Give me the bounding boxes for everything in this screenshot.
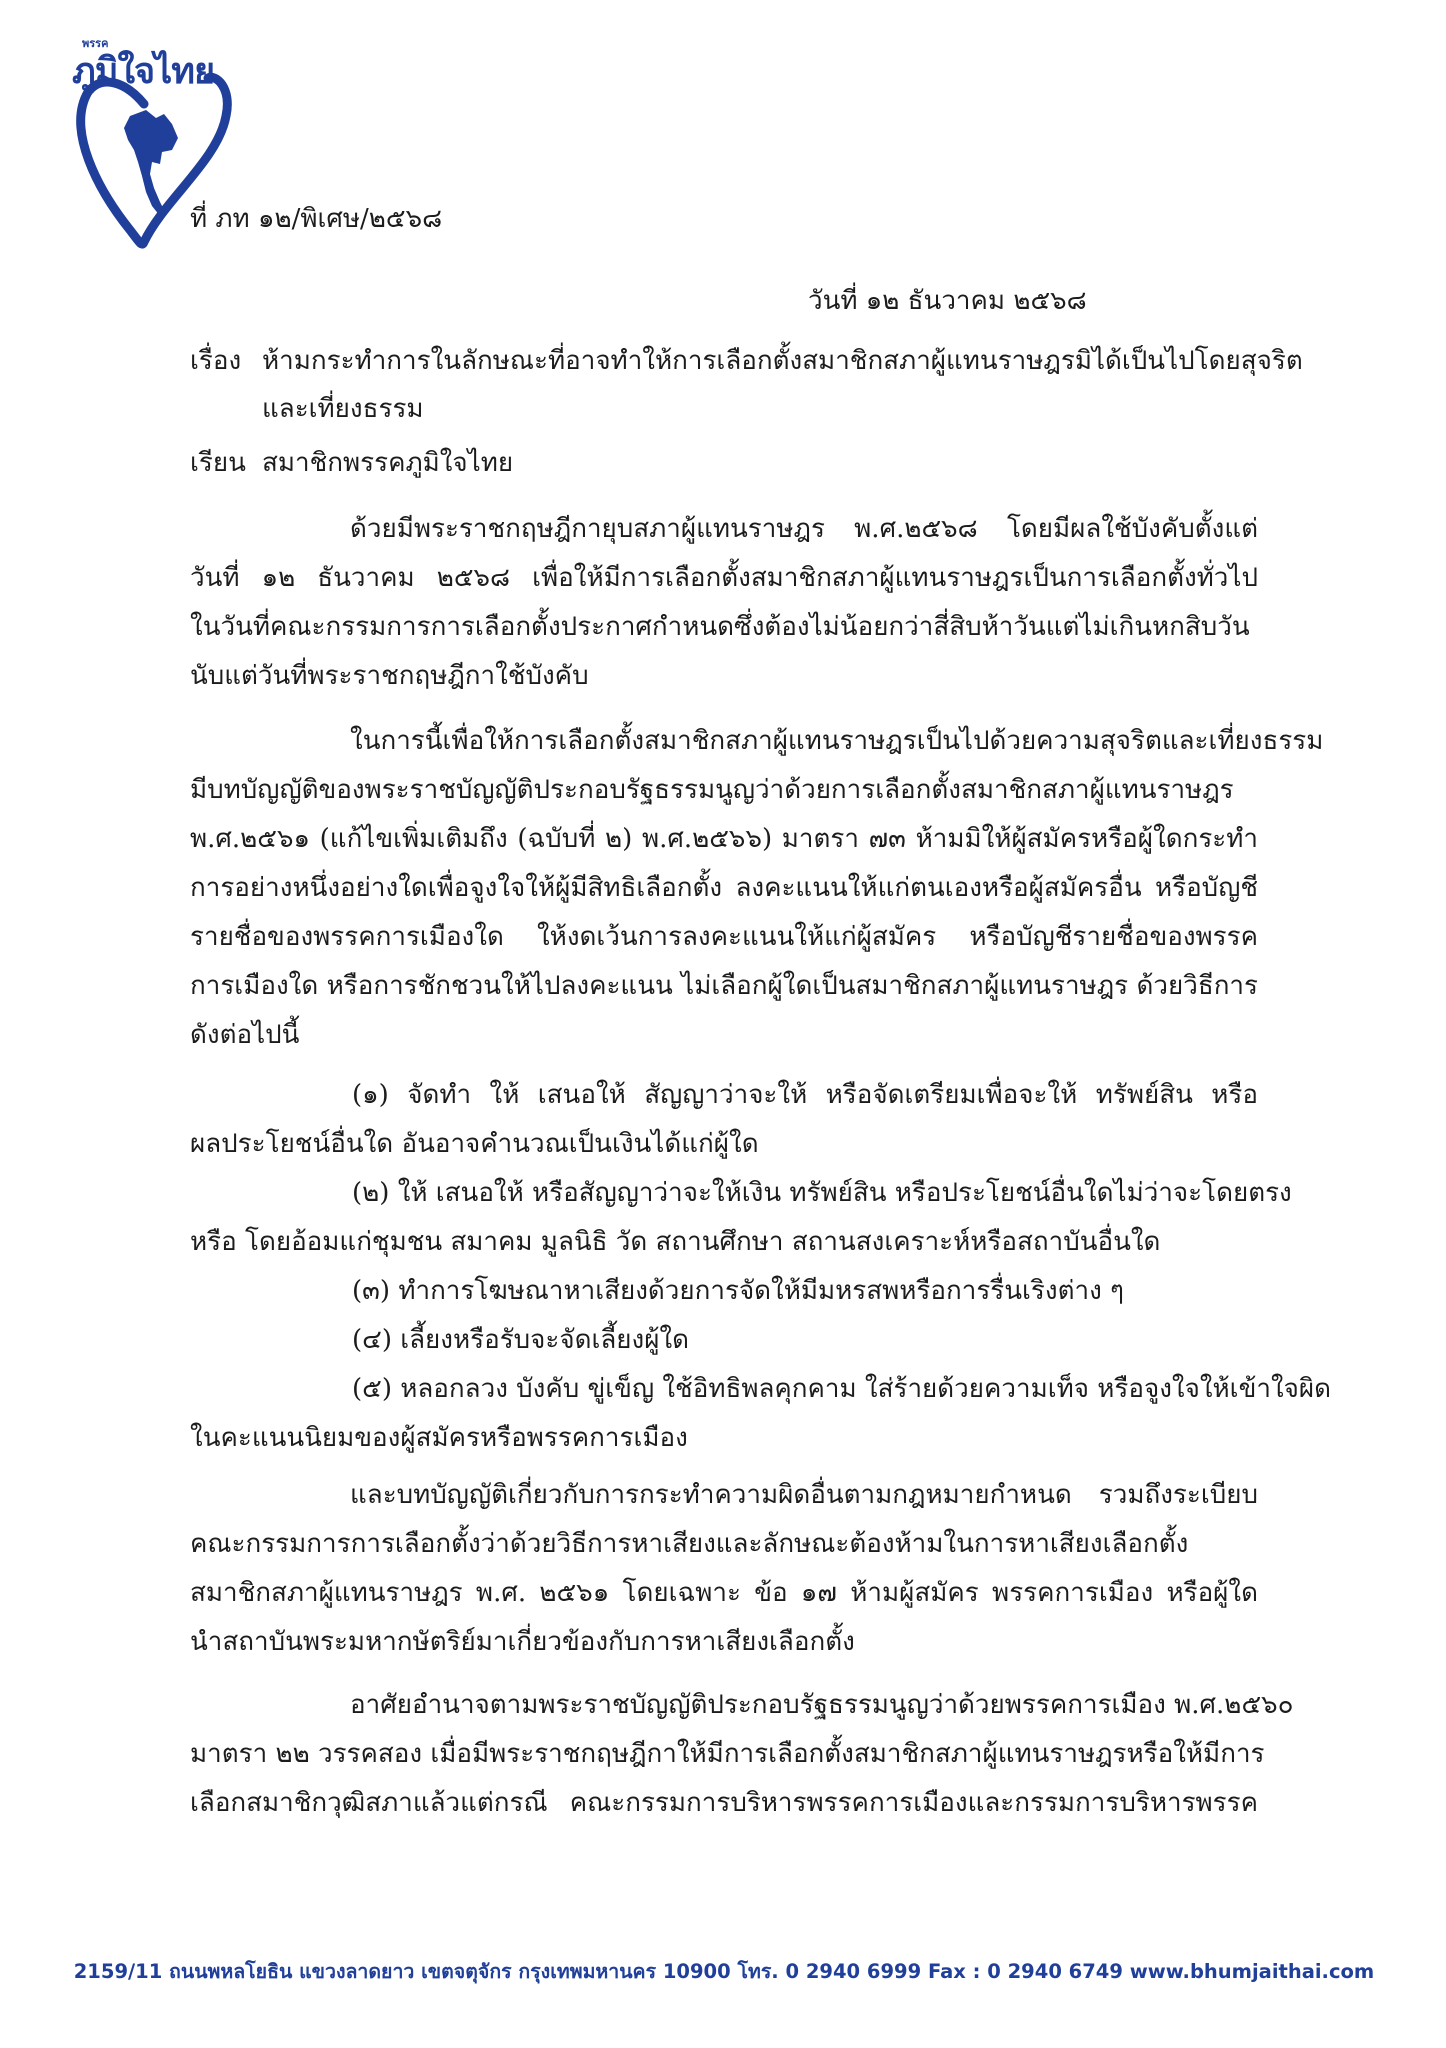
letterhead-footer: 2159/11 ถนนพหลโยธิน แขวงลาดยาว เขตจตุจักร กรุงเทพมหานคร 10900 โทร. 0 2940 6999 Fax : 0 2940 6749 www.bhumjaithai.com	[73, 1960, 1375, 1983]
recipient-text: สมาชิกพรรคภูมิใจไทย	[262, 448, 514, 478]
paragraph-line: มีบทบัญญัติของพระราชบัญญัติประกอบรัฐธรรมนูญว่าด้วยการเลือกตั้งสมาชิกสภาผู้แทนราษฎร	[190, 775, 1234, 805]
paragraph-line: คณะกรรมการการเลือกตั้งว่าด้วยวิธีการหาเสียงและลักษณะต้องห้ามในการหาเสียงเลือกตั้ง	[190, 1529, 1189, 1559]
subject-line-2: และเที่ยงธรรม	[262, 394, 424, 424]
paragraph-line: พ.ศ.๒๕๖๑ (แก้ไขเพิ่มเติมถึง (ฉบับที่ ๒) พ.ศ.๒๕๖๖) มาตรา ๗๓ ห้ามมิให้ผู้สมัครหรือผู้ใดกระทำ	[190, 824, 1258, 854]
subject-label: เรื่อง	[190, 346, 242, 376]
paragraph-line: นำสถาบันพระมหากษัตริย์มาเกี่ยวข้องกับการหาเสียงเลือกตั้ง	[190, 1627, 855, 1657]
list-item: (๓) ทำการโฆษณาหาเสียงด้วยการจัดให้มีมหรสพหรือการรื่นเริงต่าง ๆ	[352, 1276, 1125, 1306]
paragraph-line: วันที่ ๑๒ ธันวาคม ๒๕๖๘ เพื่อให้มีการเลือกตั้งสมาชิกสภาผู้แทนราษฎรเป็นการเลือกตั้งทั่วไป	[190, 563, 1258, 593]
paragraph-line: รายชื่อของพรรคการเมืองใด ให้งดเว้นการลงคะแนนให้แก่ผู้สมัคร หรือบัญชีรายชื่อของพรรค	[190, 922, 1258, 952]
paragraph-line: ด้วยมีพระราชกฤษฎีกายุบสภาผู้แทนราษฎร พ.ศ.๒๕๖๘ โดยมีผลใช้บังคับตั้งแต่	[350, 514, 1258, 544]
paragraph-line: ในวันที่คณะกรรมการการเลือกตั้งประกาศกำหนดซึ่งต้องไม่น้อยกว่าสี่สิบห้าวันแต่ไม่เกินหกสิบวัน	[190, 612, 1250, 642]
subject-line-1: ห้ามกระทำการในลักษณะที่อาจทำให้การเลือกตั้งสมาชิกสภาผู้แทนราษฎรมิได้เป็นไปโดยสุจริต	[262, 346, 1303, 376]
paragraph-line: ดังต่อไปนี้	[190, 1020, 300, 1050]
paragraph-4	[190, 1688, 1294, 1835]
list-item: (๔) เลี้ยงหรือรับจะจัดเลี้ยงผู้ใด	[352, 1325, 690, 1355]
paragraph-line: อาศัยอำนาจตามพระราชบัญญัติประกอบรัฐธรรมนูญว่าด้วยพรรคการเมือง พ.ศ.๒๕๖๐	[350, 1690, 1294, 1720]
paragraph-line: มาตรา ๒๒ วรรคสอง เมื่อมีพระราชกฤษฎีกาให้มีการเลือกตั้งสมาชิกสภาผู้แทนราษฎรหรือให้มีการ	[190, 1739, 1265, 1769]
paragraph-line: นับแต่วันที่พระราชกฤษฎีกาใช้บังคับ	[190, 661, 589, 691]
document-number: ที่ ภท ๑๒/พิเศษ/๒๕๖๘	[190, 204, 443, 234]
list-item: ในคะแนนนิยมของผู้สมัครหรือพรรคการเมือง	[190, 1423, 688, 1453]
logo-party-name: ภูมิใจไทย	[72, 51, 215, 92]
paragraph-1	[190, 512, 1258, 708]
prohibited-acts-list	[190, 1078, 1331, 1470]
letter-date: วันที่ ๑๒ ธันวาคม ๒๕๖๘	[808, 286, 1087, 316]
logo-party-label: พรรค	[82, 37, 109, 50]
paragraph-3	[190, 1478, 1258, 1674]
paragraph-line: การเมืองใด หรือการชักชวนให้ไปลงคะแนน ไม่เลือกผู้ใดเป็นสมาชิกสภาผู้แทนราษฎร ด้วยวิธีการ	[190, 971, 1258, 1001]
list-item: (๕) หลอกลวง บังคับ ขู่เข็ญ ใช้อิทธิพลคุกคาม ใส่ร้ายด้วยความเท็จ หรือจูงใจให้เข้าใจผิด	[352, 1374, 1331, 1404]
recipient-label: เรียน	[190, 448, 246, 478]
paragraph-line: การอย่างหนึ่งอย่างใดเพื่อจูงใจให้ผู้มีสิทธิเลือกตั้ง ลงคะแนนให้แก่ตนเองหรือผู้สมัครอื่น หรือบัญชี	[190, 873, 1258, 903]
paragraph-line: ในการนี้เพื่อให้การเลือกตั้งสมาชิกสภาผู้แทนราษฎรเป็นไปด้วยความสุจริตและเที่ยงธรรม	[350, 726, 1324, 756]
paragraph-line: สมาชิกสภาผู้แทนราษฎร พ.ศ. ๒๕๖๑ โดยเฉพาะ ข้อ ๑๗ ห้ามผู้สมัคร พรรคการเมือง หรือผู้ใด	[190, 1578, 1258, 1608]
paragraph-line: เลือกสมาชิกวุฒิสภาแล้วแต่กรณี คณะกรรมการบริหารพรรคการเมืองและกรรมการบริหารพรรค	[190, 1788, 1258, 1818]
list-item: (๒) ให้ เสนอให้ หรือสัญญาว่าจะให้เงิน ทรัพย์สิน หรือประโยชน์อื่นใดไม่ว่าจะโดยตรง	[352, 1178, 1292, 1208]
list-item: หรือ โดยอ้อมแก่ชุมชน สมาคม มูลนิธิ วัด สถานศึกษา สถานสงเคราะห์หรือสถาบันอื่นใด	[190, 1227, 1161, 1257]
list-item: (๑) จัดทำ ให้ เสนอให้ สัญญาว่าจะให้ หรือจัดเตรียมเพื่อจะให้ ทรัพย์สิน หรือ	[352, 1080, 1258, 1110]
paragraph-line: และบทบัญญัติเกี่ยวกับการกระทำความผิดอื่นตามกฎหมายกำหนด รวมถึงระเบียบ	[350, 1480, 1258, 1510]
list-item: ผลประโยชน์อื่นใด อันอาจคำนวณเป็นเงินได้แก่ผู้ใด	[190, 1129, 759, 1159]
paragraph-2	[190, 724, 1324, 1067]
